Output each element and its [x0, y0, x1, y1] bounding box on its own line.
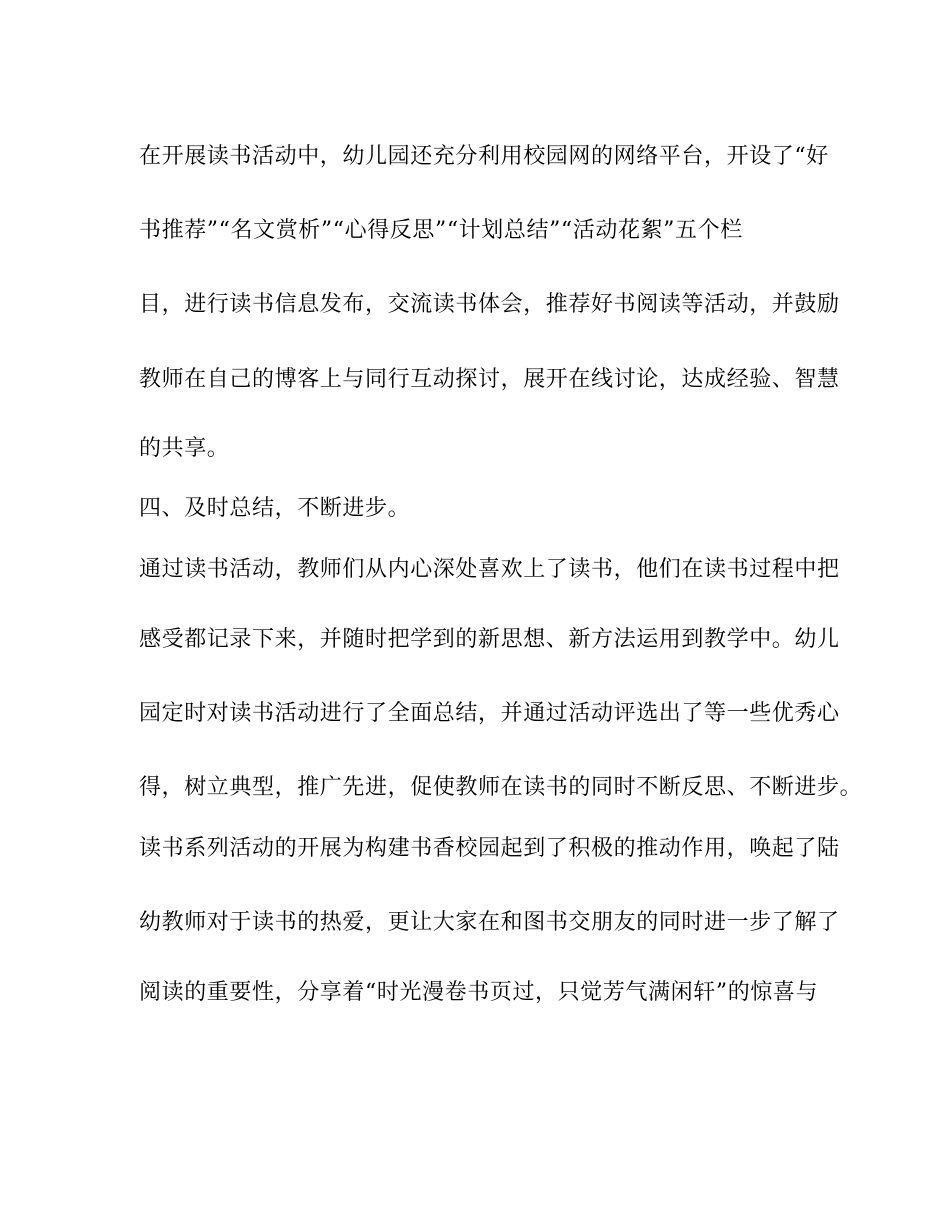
text-line-9: 园定时对读书活动进行了全面总结，并通过活动评选出了等一些优秀心 [139, 701, 840, 726]
text-line-7: 通过读书活动，教师们从内心深处喜欢上了读书，他们在读书过程中把 [139, 557, 840, 582]
text-line-4: 教师在自己的博客上与同行互动探讨，展开在线讨论，达成经验、智慧 [139, 367, 840, 392]
text-line-5: 的共享。 [139, 436, 230, 461]
text-line-1: 在开展读书活动中，幼儿园还充分利用校园网的网络平台，开设了“好 [139, 144, 829, 169]
text-line-8: 感受都记录下来，并随时把学到的新思想、新方法运用到教学中。幼儿 [139, 627, 840, 652]
text-line-3: 目，进行读书信息发布，交流读书体会，推荐好书阅读等活动，并鼓励 [139, 292, 840, 317]
text-line-2: 书推荐”“名文赏析”“心得反思”“计划总结”“活动花絮”五个栏 [139, 218, 743, 243]
section-heading: 四、及时总结，不断进步。 [139, 496, 411, 521]
text-line-12: 幼教师对于读书的热爱，更让大家在和图书交朋友的同时进一步了解了 [139, 910, 840, 935]
text-line-11: 读书系列活动的开展为构建书香校园起到了积极的推动作用，唤起了陆 [139, 836, 840, 861]
text-line-13: 阅读的重要性，分享着“时光漫卷书页过，只觉芳气满闲轩”的惊喜与 [139, 980, 819, 1005]
text-line-10: 得，树立典型，推广先进，促使教师在读书的同时不断反思、不断进步。 [139, 775, 863, 800]
